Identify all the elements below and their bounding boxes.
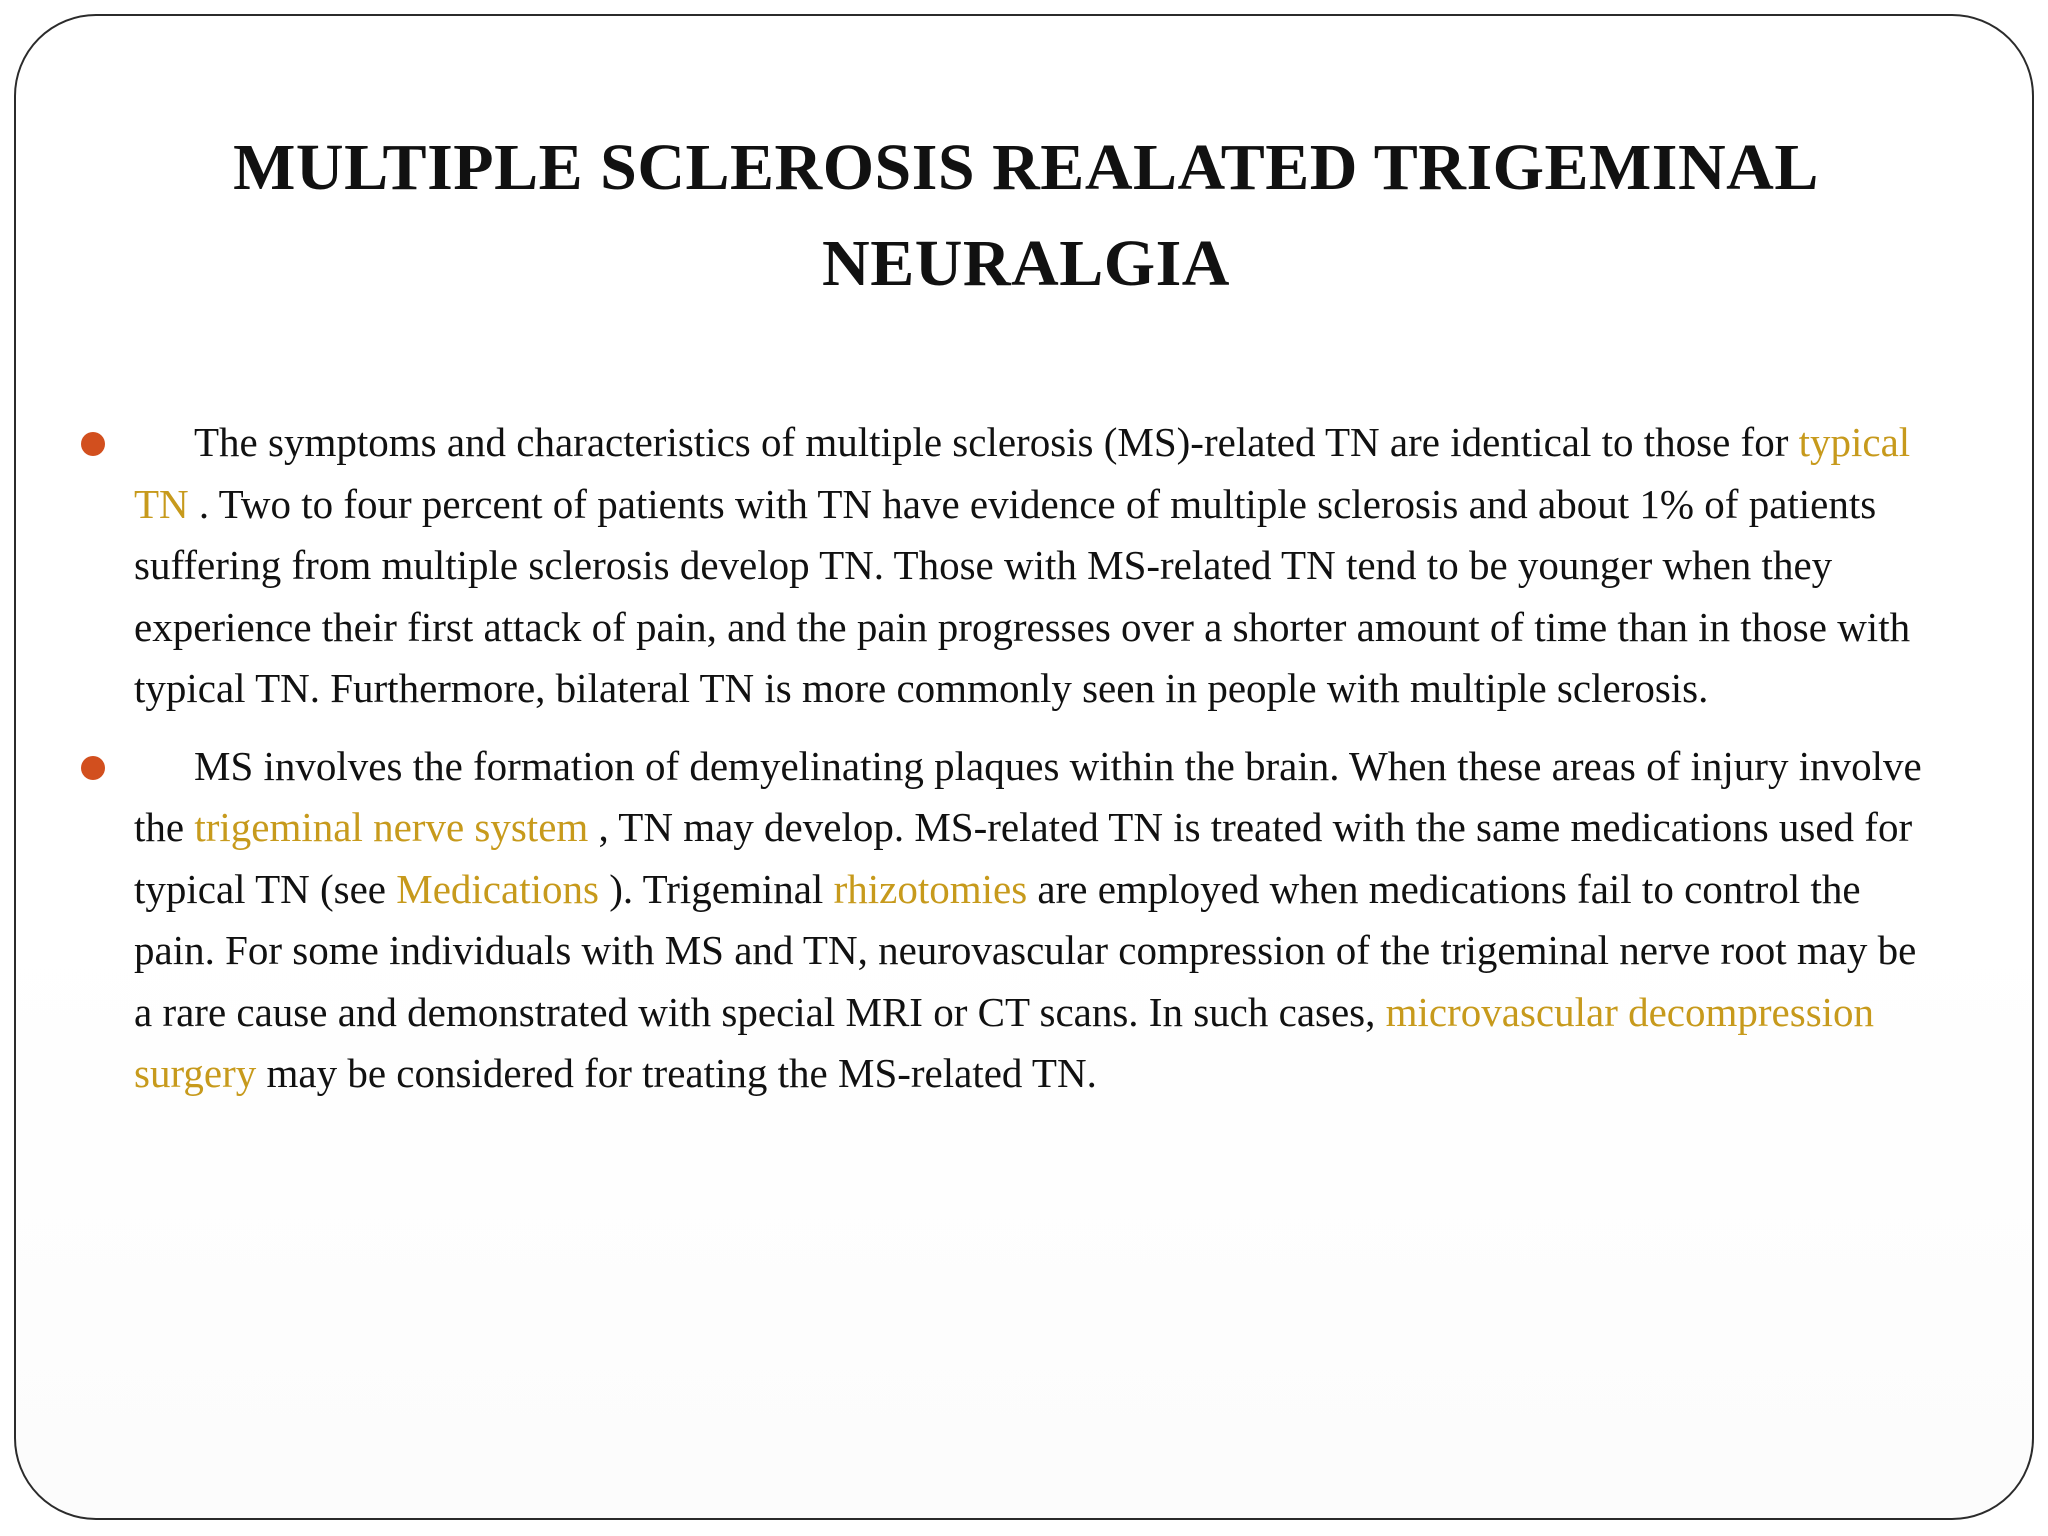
- bullet-text: , TN may develop. MS-related TN is treated with the same medications used for typical TN (see: [134, 804, 1913, 912]
- link-trigeminal-nerve-system[interactable]: trigeminal nerve system: [194, 804, 589, 850]
- bullet-item-ms-related-tn: [134, 412, 1934, 720]
- bullet-dot-icon: [81, 432, 105, 456]
- bullet-text: ). Trigeminal: [609, 865, 834, 912]
- bullet-text: . Two to four percent of patients with TN have evidence of multiple sclerosis and about 1% of patients suffering from multiple sclerosis develop TN. Those with MS-related TN tend to be younger when they experience their first attack of pain, and the pain progresses over a shorter amount of time than in those with typical TN. Furthermore, bilateral TN is more commonly seen in people with multiple sclerosis.: [134, 480, 1911, 711]
- bullet-list: [134, 412, 1934, 1121]
- link-typical-tn[interactable]: typical TN: [134, 419, 1911, 527]
- link-medications[interactable]: Medications: [396, 865, 599, 912]
- slide-title: MULTIPLE SCLEROSIS REALATED TRIGEMINAL NEURALGIA: [233, 131, 1819, 300]
- bullet-text: may be considered for treating the MS-related TN.: [266, 1050, 1097, 1096]
- bullet-text: MS involves the formation of demyelinating plaques within the brain. When these areas of injury involve the: [134, 742, 1922, 850]
- bullet-text: The symptoms and characteristics of multiple sclerosis (MS)-related TN are identical to those for: [194, 419, 1799, 465]
- bullet-dot-icon: [81, 756, 105, 780]
- link-rhizotomies[interactable]: rhizotomies: [833, 865, 1028, 912]
- bullet-text: are employed when medications fail to control the pain. For some individuals with MS and TN, neurovascular compression of the trigeminal nerve root may be a rare cause and demonstrated with special MRI or CT scans. In such cases,: [134, 865, 1917, 1035]
- bullet-item-ms-plaques: [134, 736, 1934, 1105]
- link-microvascular-decompression-surgery[interactable]: microvascular decompression surgery: [134, 988, 1875, 1096]
- slide: [14, 14, 2034, 1520]
